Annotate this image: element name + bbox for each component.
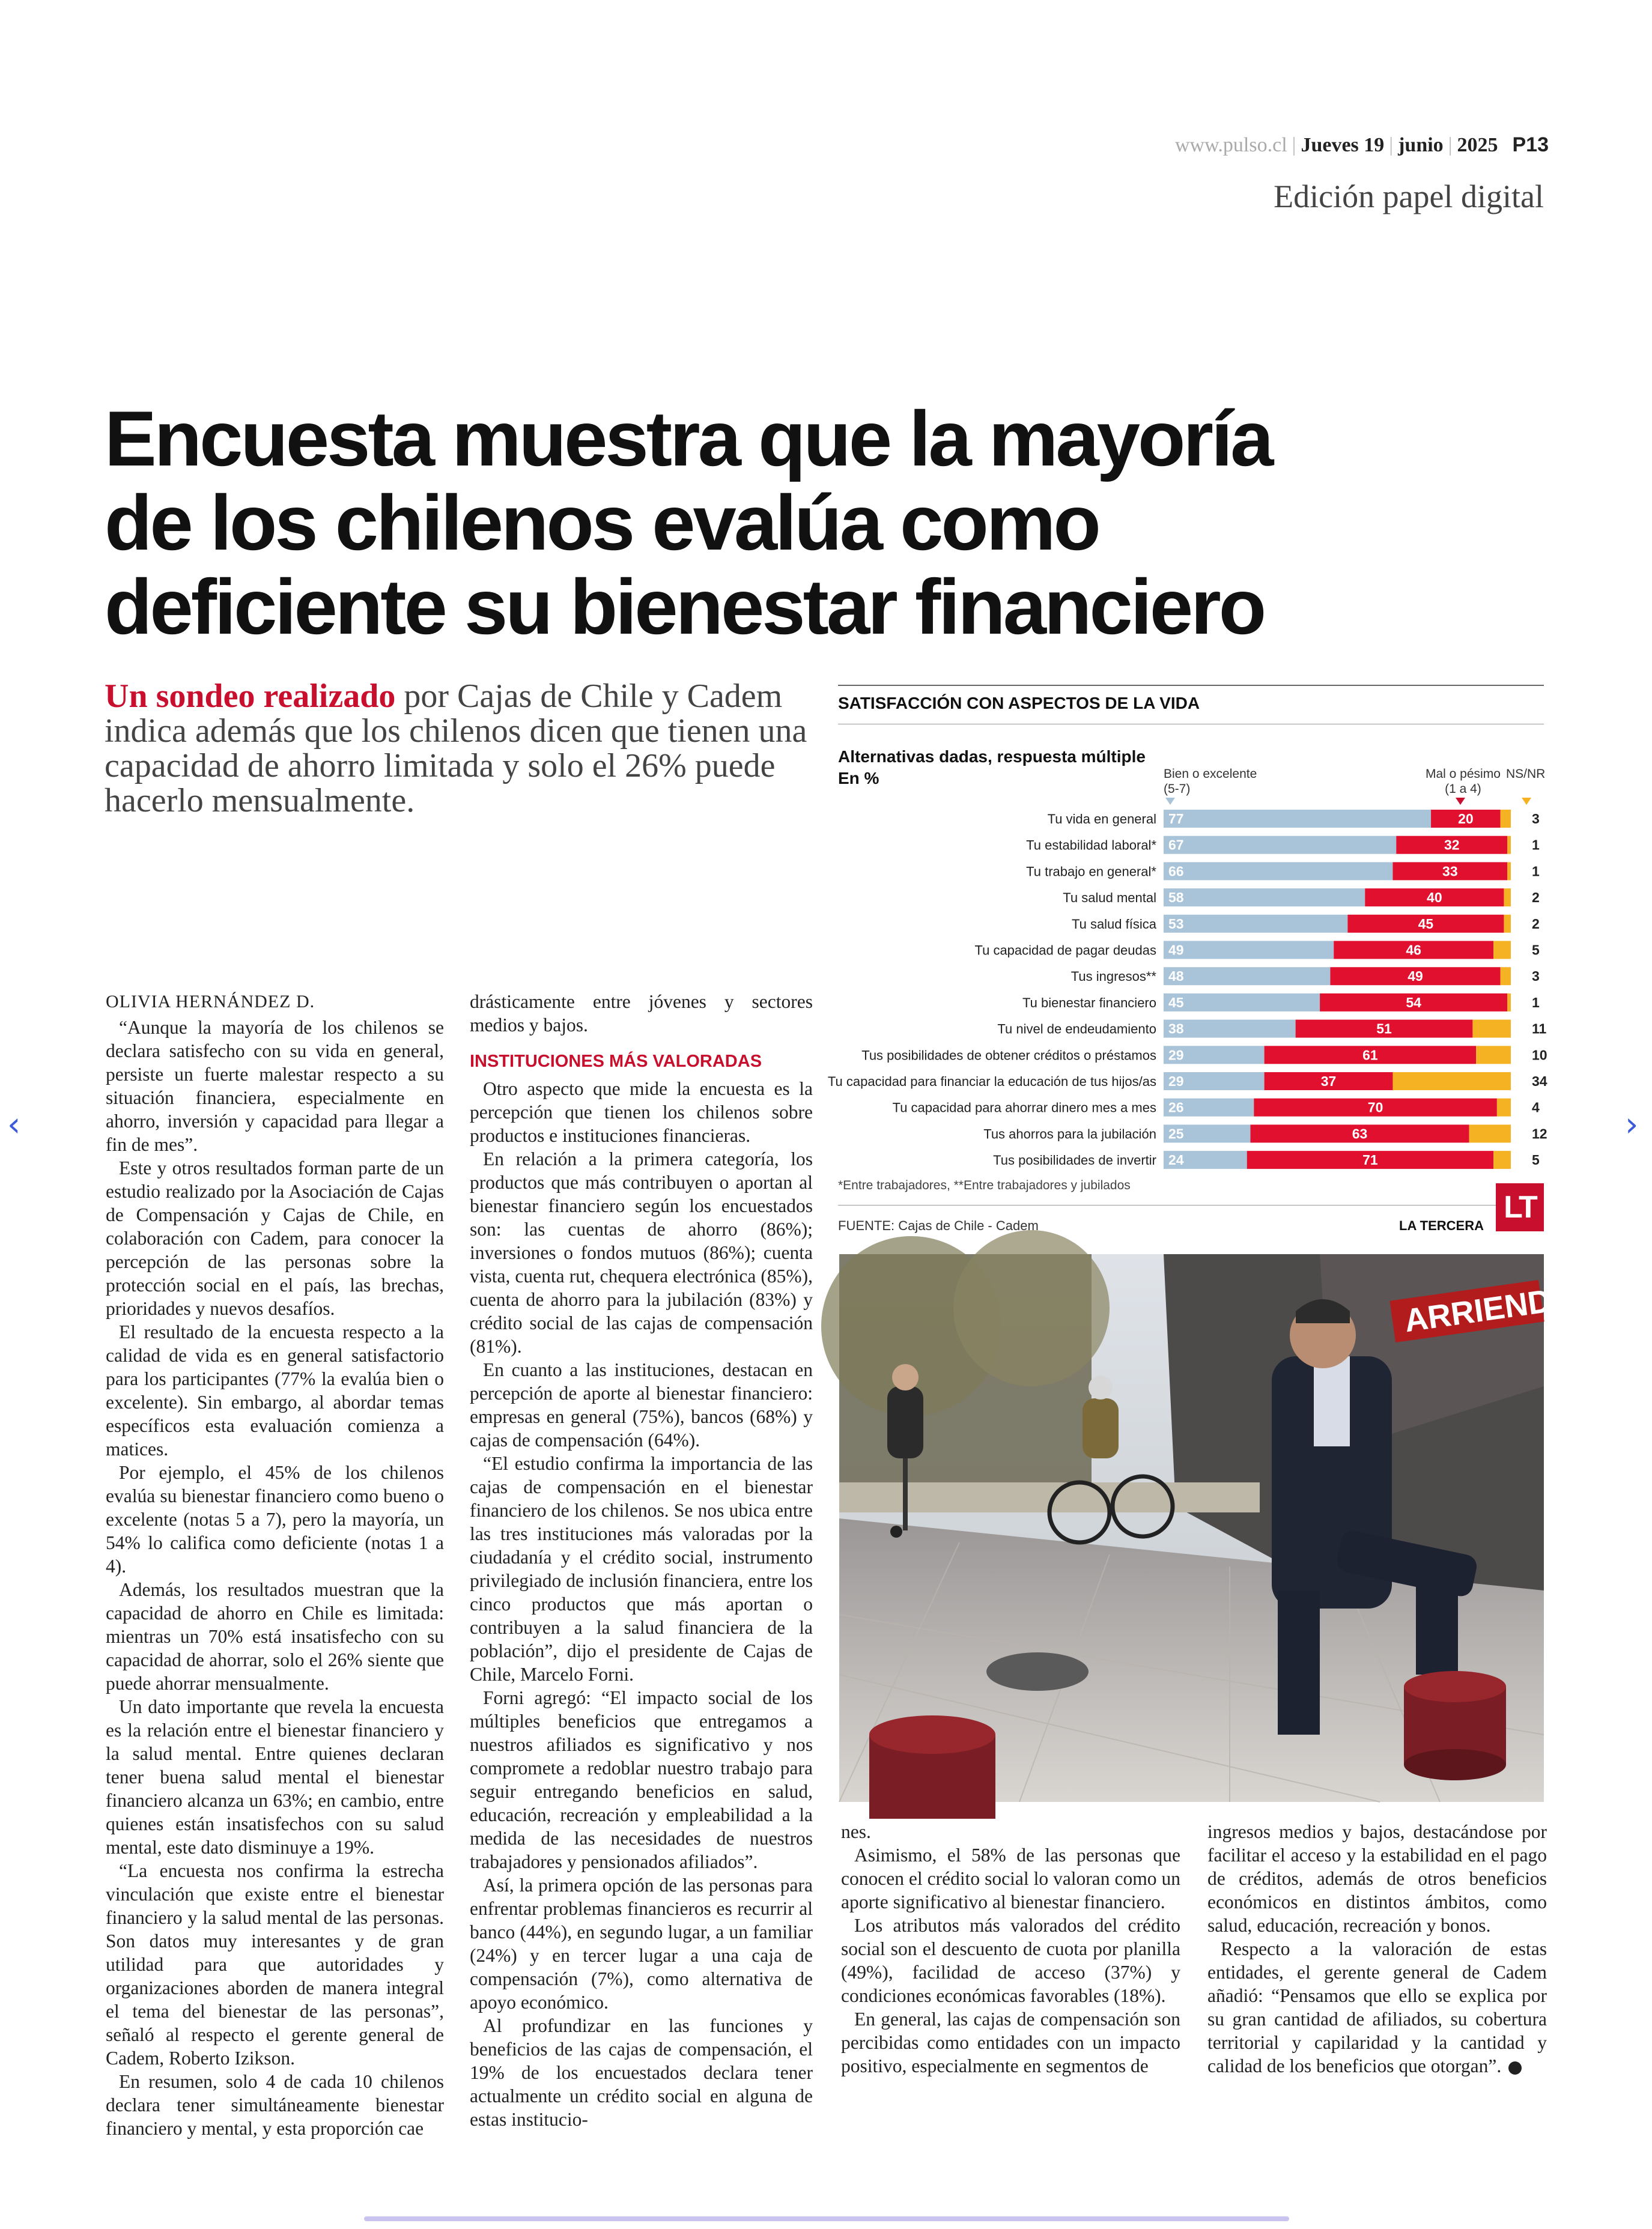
value-label-bad: 46 bbox=[1406, 942, 1421, 958]
bar-nsnr bbox=[1501, 810, 1511, 828]
value-label-nsnr: 2 bbox=[1532, 890, 1540, 906]
bar-good bbox=[1164, 915, 1347, 933]
paragraph: Asimismo, el 58% de las personas que conocen el crédito social lo valoran como un aporte significativo al bienestar financiero. bbox=[841, 1845, 1180, 1912]
value-label-nsnr: 1 bbox=[1532, 994, 1540, 1010]
paragraph: Los atributos más valorados del crédito social son el descuento de cuota por planilla (49%), facilidad de acceso (37%) y condiciones económicas favorables (18%). bbox=[841, 1915, 1180, 2006]
edition-label: Edición papel digital bbox=[1274, 178, 1544, 214]
category-label: Tu capacidad para financiar la educación de tus hijos/as bbox=[827, 1074, 1156, 1089]
value-label-nsnr: 34 bbox=[1532, 1073, 1547, 1089]
value-label-bad: 32 bbox=[1444, 837, 1460, 853]
news-photo bbox=[839, 1254, 1577, 1802]
paragraph: ingresos medios y bajos, destacándose por facilitar el acceso y la estabilidad en el pago de créditos, además de otros beneficios económicos en distintos ámbitos, como salud, educación, recreación y bonos. bbox=[1207, 1821, 1547, 1936]
page-number: P13 bbox=[1512, 133, 1549, 156]
page-scrollbar[interactable] bbox=[364, 2216, 1289, 2221]
bar-nsnr bbox=[1493, 1151, 1511, 1169]
chart-satisfaccion bbox=[827, 685, 1547, 1233]
paragraph: Por ejemplo, el 45% de los chilenos evalúa su bienestar financiero como bueno o excelente (notas 5 a 7), pero la mayoría, un 54% lo califica como deficiente (notas 1 a 4). bbox=[106, 1462, 444, 1577]
bar-good bbox=[1164, 993, 1320, 1011]
value-label-good: 26 bbox=[1168, 1099, 1184, 1115]
value-label-good: 58 bbox=[1168, 890, 1184, 906]
value-label-bad: 71 bbox=[1362, 1152, 1378, 1168]
chart-subtitle-2: En % bbox=[838, 769, 879, 787]
article-column-3 bbox=[841, 1820, 1180, 2078]
category-label: Tus ingresos** bbox=[1070, 969, 1156, 984]
folio-year: 2025 bbox=[1457, 134, 1498, 156]
paragraph: Forni agregó: “El impacto social de los múltiples beneficios que entregamos a nuestros afiliados es significativo y nos compromete a redoblar nuestro trabajo para seguir entregando beneficios en salud, educación, recreación y empleabilidad a la medida de las necesidades de nuestros trabajadores y pensionados afiliados”. bbox=[470, 1687, 813, 1872]
value-label-nsnr: 12 bbox=[1532, 1126, 1547, 1142]
value-label-nsnr: 3 bbox=[1532, 811, 1540, 826]
value-label-good: 45 bbox=[1168, 994, 1184, 1010]
lead-text: por Cajas de Chile y Cadem indica además que los chilenos dicen que tienen una capacidad de ahorro limitada y solo el 26% puede hacerlo mensualmente. bbox=[105, 678, 807, 819]
category-label: Tu estabilidad laboral* bbox=[1026, 837, 1156, 853]
bar-good bbox=[1164, 862, 1392, 880]
subhead-instituciones: INSTITUCIONES MÁS VALORADAS bbox=[470, 1052, 762, 1071]
category-label: Tus posibilidades de invertir bbox=[993, 1153, 1156, 1168]
category-label: Tu nivel de endeudamiento bbox=[997, 1021, 1156, 1037]
value-label-bad: 40 bbox=[1427, 890, 1442, 906]
chart-footnote: *Entre trabajadores, **Entre trabajadores y jubilados bbox=[838, 1178, 1131, 1192]
paragraph: “El estudio confirma la importancia de las cajas de compensación en el bienestar financiero de los chilenos. Se nos ubica entre las tres instituciones más valoradas por la ciudadanía y el crédito social, instrumento privilegiado de inclusión financiera, entre los cinco productos que más aportan o contribuyen a la salud financiera de la población”, dijo el presidente de Cajas de Chile, Marcelo Forni. bbox=[470, 1453, 813, 1685]
paragraph: En relación a la primera categoría, los productos que más contribuyen o aportan al bienestar financiero según los encuestados son: las cuentas de ahorro (86%); inversiones o fondos mutuos (86%); cuenta vista, cuenta rut, chequera electrónica (85%), cuenta de ahorro para la jubilación (83%) y crédito social de las cajas de compensación (81%). bbox=[470, 1148, 813, 1357]
category-label: Tus posibilidades de obtener créditos o préstamos bbox=[861, 1048, 1156, 1063]
legend-nsnr-label: NS/NR bbox=[1506, 767, 1546, 781]
value-label-nsnr: 4 bbox=[1532, 1099, 1540, 1115]
bar-nsnr bbox=[1493, 941, 1511, 959]
folio-month: junio bbox=[1398, 134, 1444, 156]
category-label: Tu trabajo en general* bbox=[1026, 864, 1156, 879]
value-label-nsnr: 10 bbox=[1532, 1047, 1547, 1063]
bar-nsnr bbox=[1507, 993, 1511, 1011]
value-label-bad: 54 bbox=[1406, 994, 1421, 1010]
value-label-good: 53 bbox=[1168, 915, 1184, 932]
value-label-bad: 70 bbox=[1367, 1099, 1383, 1115]
value-label-good: 77 bbox=[1168, 811, 1184, 826]
article-column-1 bbox=[106, 990, 444, 2140]
bar-nsnr bbox=[1504, 888, 1511, 906]
bar-nsnr bbox=[1501, 967, 1511, 985]
chart-source: FUENTE: Cajas de Chile - Cadem bbox=[838, 1218, 1039, 1233]
value-label-good: 25 bbox=[1168, 1126, 1184, 1142]
chart-credit: LA TERCERA bbox=[1399, 1218, 1484, 1233]
value-label-nsnr: 5 bbox=[1532, 942, 1540, 958]
next-page-button[interactable]: › bbox=[1625, 1105, 1639, 1144]
value-label-bad: 63 bbox=[1352, 1126, 1368, 1142]
headline: Encuesta muestra que la mayoría de los chilenos evalúa como deficiente su bienestar financiero bbox=[105, 395, 1272, 651]
value-label-good: 67 bbox=[1168, 837, 1184, 853]
value-label-nsnr: 2 bbox=[1532, 915, 1540, 932]
la-tercera-logo: LT bbox=[1496, 1183, 1544, 1231]
value-label-bad: 20 bbox=[1458, 811, 1474, 826]
legend-bad-label: Mal o pésimo bbox=[1426, 767, 1501, 781]
category-label: Tus ahorros para la jubilación bbox=[983, 1126, 1156, 1142]
paragraph: nes. bbox=[841, 1821, 871, 1842]
value-label-bad: 33 bbox=[1442, 863, 1458, 879]
paragraph: “Aunque la mayoría de los chilenos se declara satisfecho con su vida en general, persiste un fuerte malestar respecto a su situación financiera, especialmente en ahorro, inversión y capacidad para llegar a fin de mes”. bbox=[106, 1017, 444, 1155]
bar-nsnr bbox=[1469, 1124, 1511, 1142]
paragraph: Al profundizar en las funciones y beneficios de las cajas de compensación, el 19% de los encuestados declara tener actualmente un crédito social en alguna de estas institucio- bbox=[470, 2015, 813, 2130]
bar-good bbox=[1164, 941, 1334, 959]
value-label-good: 24 bbox=[1168, 1152, 1184, 1168]
value-label-nsnr: 3 bbox=[1532, 968, 1540, 984]
bar-good bbox=[1164, 888, 1365, 906]
paragraph bbox=[1207, 1937, 1547, 2078]
value-label-good: 29 bbox=[1168, 1073, 1184, 1089]
chart-plot bbox=[827, 685, 1547, 1177]
lead-kicker: Un sondeo realizado bbox=[105, 678, 396, 715]
bar-good bbox=[1164, 810, 1431, 828]
value-label-good: 38 bbox=[1168, 1020, 1184, 1037]
paragraph: En cuanto a las instituciones, destacan en percepción de aporte al bienestar financiero: empresas en general (75%), bancos (68%) y cajas de compensación (64%). bbox=[470, 1359, 813, 1451]
byline: OLIVIA HERNÁNDEZ D. bbox=[106, 992, 315, 1011]
legend-bad-range: (1 a 4) bbox=[1445, 782, 1481, 796]
bar-nsnr bbox=[1476, 1046, 1511, 1064]
value-label-bad: 51 bbox=[1376, 1020, 1392, 1037]
site-url[interactable]: www.pulso.cl bbox=[1174, 134, 1287, 156]
value-label-bad: 45 bbox=[1418, 915, 1434, 932]
value-label-nsnr: 5 bbox=[1532, 1152, 1540, 1168]
category-label: Tu salud mental bbox=[1063, 890, 1156, 906]
value-label-bad: 49 bbox=[1408, 968, 1423, 984]
folio-day: Jueves 19 bbox=[1301, 134, 1385, 156]
category-label: Tu capacidad de pagar deudas bbox=[974, 942, 1156, 958]
value-label-nsnr: 11 bbox=[1532, 1020, 1547, 1037]
category-label: Tu bienestar financiero bbox=[1022, 995, 1156, 1010]
category-label: Tu vida en general bbox=[1047, 811, 1156, 826]
chart-title: SATISFACCIÓN CON ASPECTOS DE LA VIDA bbox=[838, 694, 1200, 712]
bar-good bbox=[1164, 967, 1330, 985]
category-label: Tu salud física bbox=[1071, 916, 1156, 932]
arrienda-sign: ARRIENDA bbox=[1402, 1279, 1577, 1339]
bar-nsnr bbox=[1507, 836, 1511, 854]
paragraph: En resumen, solo 4 de cada 10 chilenos declara tener simultáneamente bienestar financiero y mental, y esta proporción cae bbox=[106, 2071, 444, 2139]
category-label: Tu capacidad para ahorrar dinero mes a mes bbox=[892, 1100, 1156, 1115]
bar-nsnr bbox=[1504, 915, 1511, 933]
paragraph: El resultado de la encuesta respecto a la calidad de vida es en general satisfactorio para los participantes (77% la evalúa bien o excelente). Sin embargo, al abordar temas específicos esta evaluación comienza a matices. bbox=[106, 1321, 444, 1460]
value-label-good: 48 bbox=[1168, 968, 1184, 984]
value-label-good: 49 bbox=[1168, 942, 1184, 958]
bar-nsnr bbox=[1497, 1099, 1511, 1117]
lead-paragraph bbox=[105, 679, 825, 818]
bar-good bbox=[1164, 836, 1396, 854]
street-scene-illustration bbox=[839, 1254, 1577, 1802]
value-label-bad: 37 bbox=[1320, 1073, 1337, 1089]
article-column-4 bbox=[1207, 1820, 1547, 2078]
value-label-bad: 61 bbox=[1362, 1047, 1378, 1063]
bar-nsnr bbox=[1472, 1020, 1511, 1038]
bar-nsnr bbox=[1507, 862, 1511, 880]
end-mark-icon bbox=[1508, 2061, 1522, 2075]
value-label-good: 66 bbox=[1168, 863, 1184, 879]
prev-page-button[interactable]: ‹ bbox=[7, 1105, 21, 1144]
value-label-nsnr: 1 bbox=[1532, 837, 1540, 853]
paragraph: Además, los resultados muestran que la capacidad de ahorro en Chile es limitada: mientras un 70% está insatisfecho con su capacidad de ahorrar, solo el 26% siente que puede ahorrar mensualmente. bbox=[106, 1579, 444, 1694]
value-label-good: 29 bbox=[1168, 1047, 1184, 1063]
paragraph: Otro aspecto que mide la encuesta es la percepción que tienen los chilenos sobre productos e instituciones financieras. bbox=[470, 1078, 813, 1146]
legend-good-range: (5-7) bbox=[1164, 782, 1191, 796]
value-label-nsnr: 1 bbox=[1532, 863, 1540, 879]
page-folio: www.pulso.cl | Jueves 19 | junio | 2025 P13 bbox=[1174, 133, 1549, 156]
paragraph: Así, la primera opción de las personas para enfrentar problemas financieros es recurrir al banco (44%), en segundo lugar, a un familiar (24%) y en tercer lugar a una caja de compensación (7%), como alternativa de apoyo económico. bbox=[470, 1875, 813, 2013]
chart-subtitle-1: Alternativas dadas, respuesta múltiple bbox=[838, 747, 1146, 766]
bar-nsnr bbox=[1392, 1072, 1511, 1090]
paragraph: Este y otros resultados forman parte de un estudio realizado por la Asociación de Cajas de Compensación y Cajas de Chile, en colaboración con Cadem, para conocer la percepción de las personas sobre la protección social en el país, las brechas, prioridades y nuevos desafíos. bbox=[106, 1157, 444, 1319]
paragraph: “La encuesta nos confirma la estrecha vinculación que existe entre el bienestar financiero y la salud mental de las personas. Son datos muy interesantes y de gran utilidad para que autoridades y organizaciones aborden de manera integral el tema del bienestar de las personas”, señaló al respecto el gerente general de Cadem, Roberto Izikson. bbox=[106, 1860, 444, 2069]
paragraph: Un dato importante que revela la encuesta es la relación entre el bienestar financiero y la salud mental. Entre quienes declaran tener buena salud mental el bienestar financiero alcanza un 63%; en cambio, entre quienes están insatisfechos con su salud mental, este dato disminuye a 19%. bbox=[106, 1696, 444, 1858]
paragraph-text: Respecto a la valoración de estas entidades, el gerente general de Cadem añadió: “Pensamos que ello se explica por su gran cantidad de afiliados, su cobertura territorial y capilaridad y la cantidad y calidad de los beneficios que otorgan”. bbox=[1207, 1938, 1547, 2076]
paragraph: En general, las cajas de compensación son percibidas como entidades con un impacto positivo, especialmente en segmentos de bbox=[841, 2009, 1180, 2076]
article-column-2 bbox=[470, 990, 813, 2131]
legend-good-label: Bien o excelente bbox=[1164, 767, 1257, 781]
paragraph: drásticamente entre jóvenes y sectores medios y bajos. bbox=[470, 991, 813, 1036]
